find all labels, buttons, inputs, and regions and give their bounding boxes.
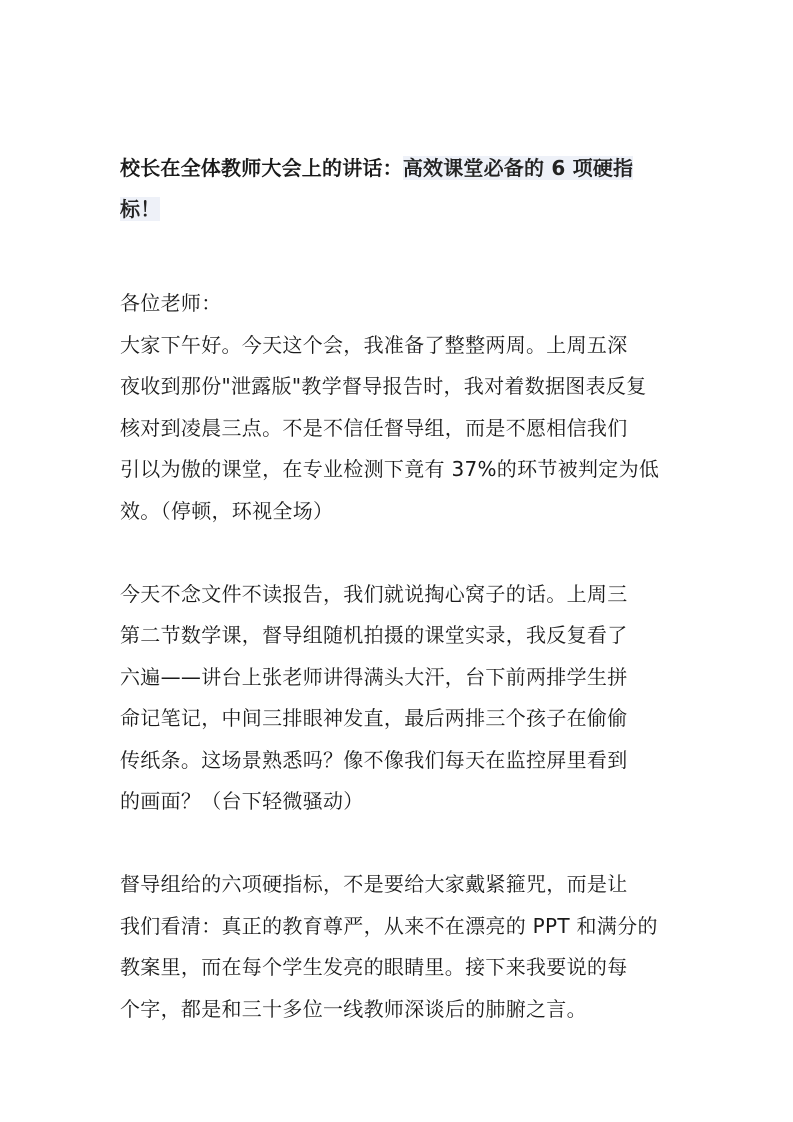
paragraph-line: 夜收到那份"泄露版"教学督导报告时，我对着数据图表反复 [120,374,647,398]
paragraph-line: 督导组给的六项硬指标，不是要给大家戴紧箍咒，而是让 [120,872,628,896]
paragraph-line: 效。（停顿，环视全场） [120,498,334,523]
title-line-1 [120,148,676,189]
paragraph-2 [120,574,676,823]
paragraph-line: 个字，都是和三十多位一线教师深谈后的肺腑之言。 [120,996,587,1021]
paragraph-line: 六遍——讲台上张老师讲得满头大汗，台下前两排学生拼 [120,664,628,689]
title-highlight-continued: 标！ [120,197,161,221]
paragraph-line: 引以为傲的课堂，在专业检测下竟有 37%的环节被判定为低 [120,457,660,481]
paragraph-line: 大家下午好。今天这个会，我准备了整整两周。上周五深 [120,332,628,357]
greeting-text: 各位老师： [120,291,222,315]
spacer [120,823,676,865]
spacer [120,230,676,283]
paragraph-3 [120,864,676,1030]
title-highlight: 高效课堂必备的 6 项硬指 [402,156,634,180]
paragraph-1 [120,325,676,533]
title-line-2 [120,189,676,230]
paragraph-line: 核对到凌晨三点。不是不信任督导组，而是不愿相信我们 [120,415,628,440]
paragraph-line: 命记笔记，中间三排眼神发直，最后两排三个孩子在偷偷 [120,706,628,730]
paragraph-line: 的画面？（台下轻微骚动） [120,789,364,813]
greeting [120,283,676,325]
document-page [120,148,676,1030]
spacer [120,532,676,574]
title-plain: 校长在全体教师大会上的讲话： [120,156,403,180]
paragraph-line: 第二节数学课，督导组随机拍摄的课堂实录，我反复看了 [120,623,628,647]
document-title [120,148,676,230]
paragraph-line: 传纸条。这场景熟悉吗？像不像我们每天在监控屏里看到 [120,747,628,772]
paragraph-line: 今天不念文件不读报告，我们就说掏心窝子的话。上周三 [120,581,628,606]
paragraph-line: 我们看清：真正的教育尊严，从来不在漂亮的 PPT 和满分的 [120,913,658,938]
paragraph-line: 教案里，而在每个学生发亮的眼睛里。接下来我要说的每 [120,955,628,979]
